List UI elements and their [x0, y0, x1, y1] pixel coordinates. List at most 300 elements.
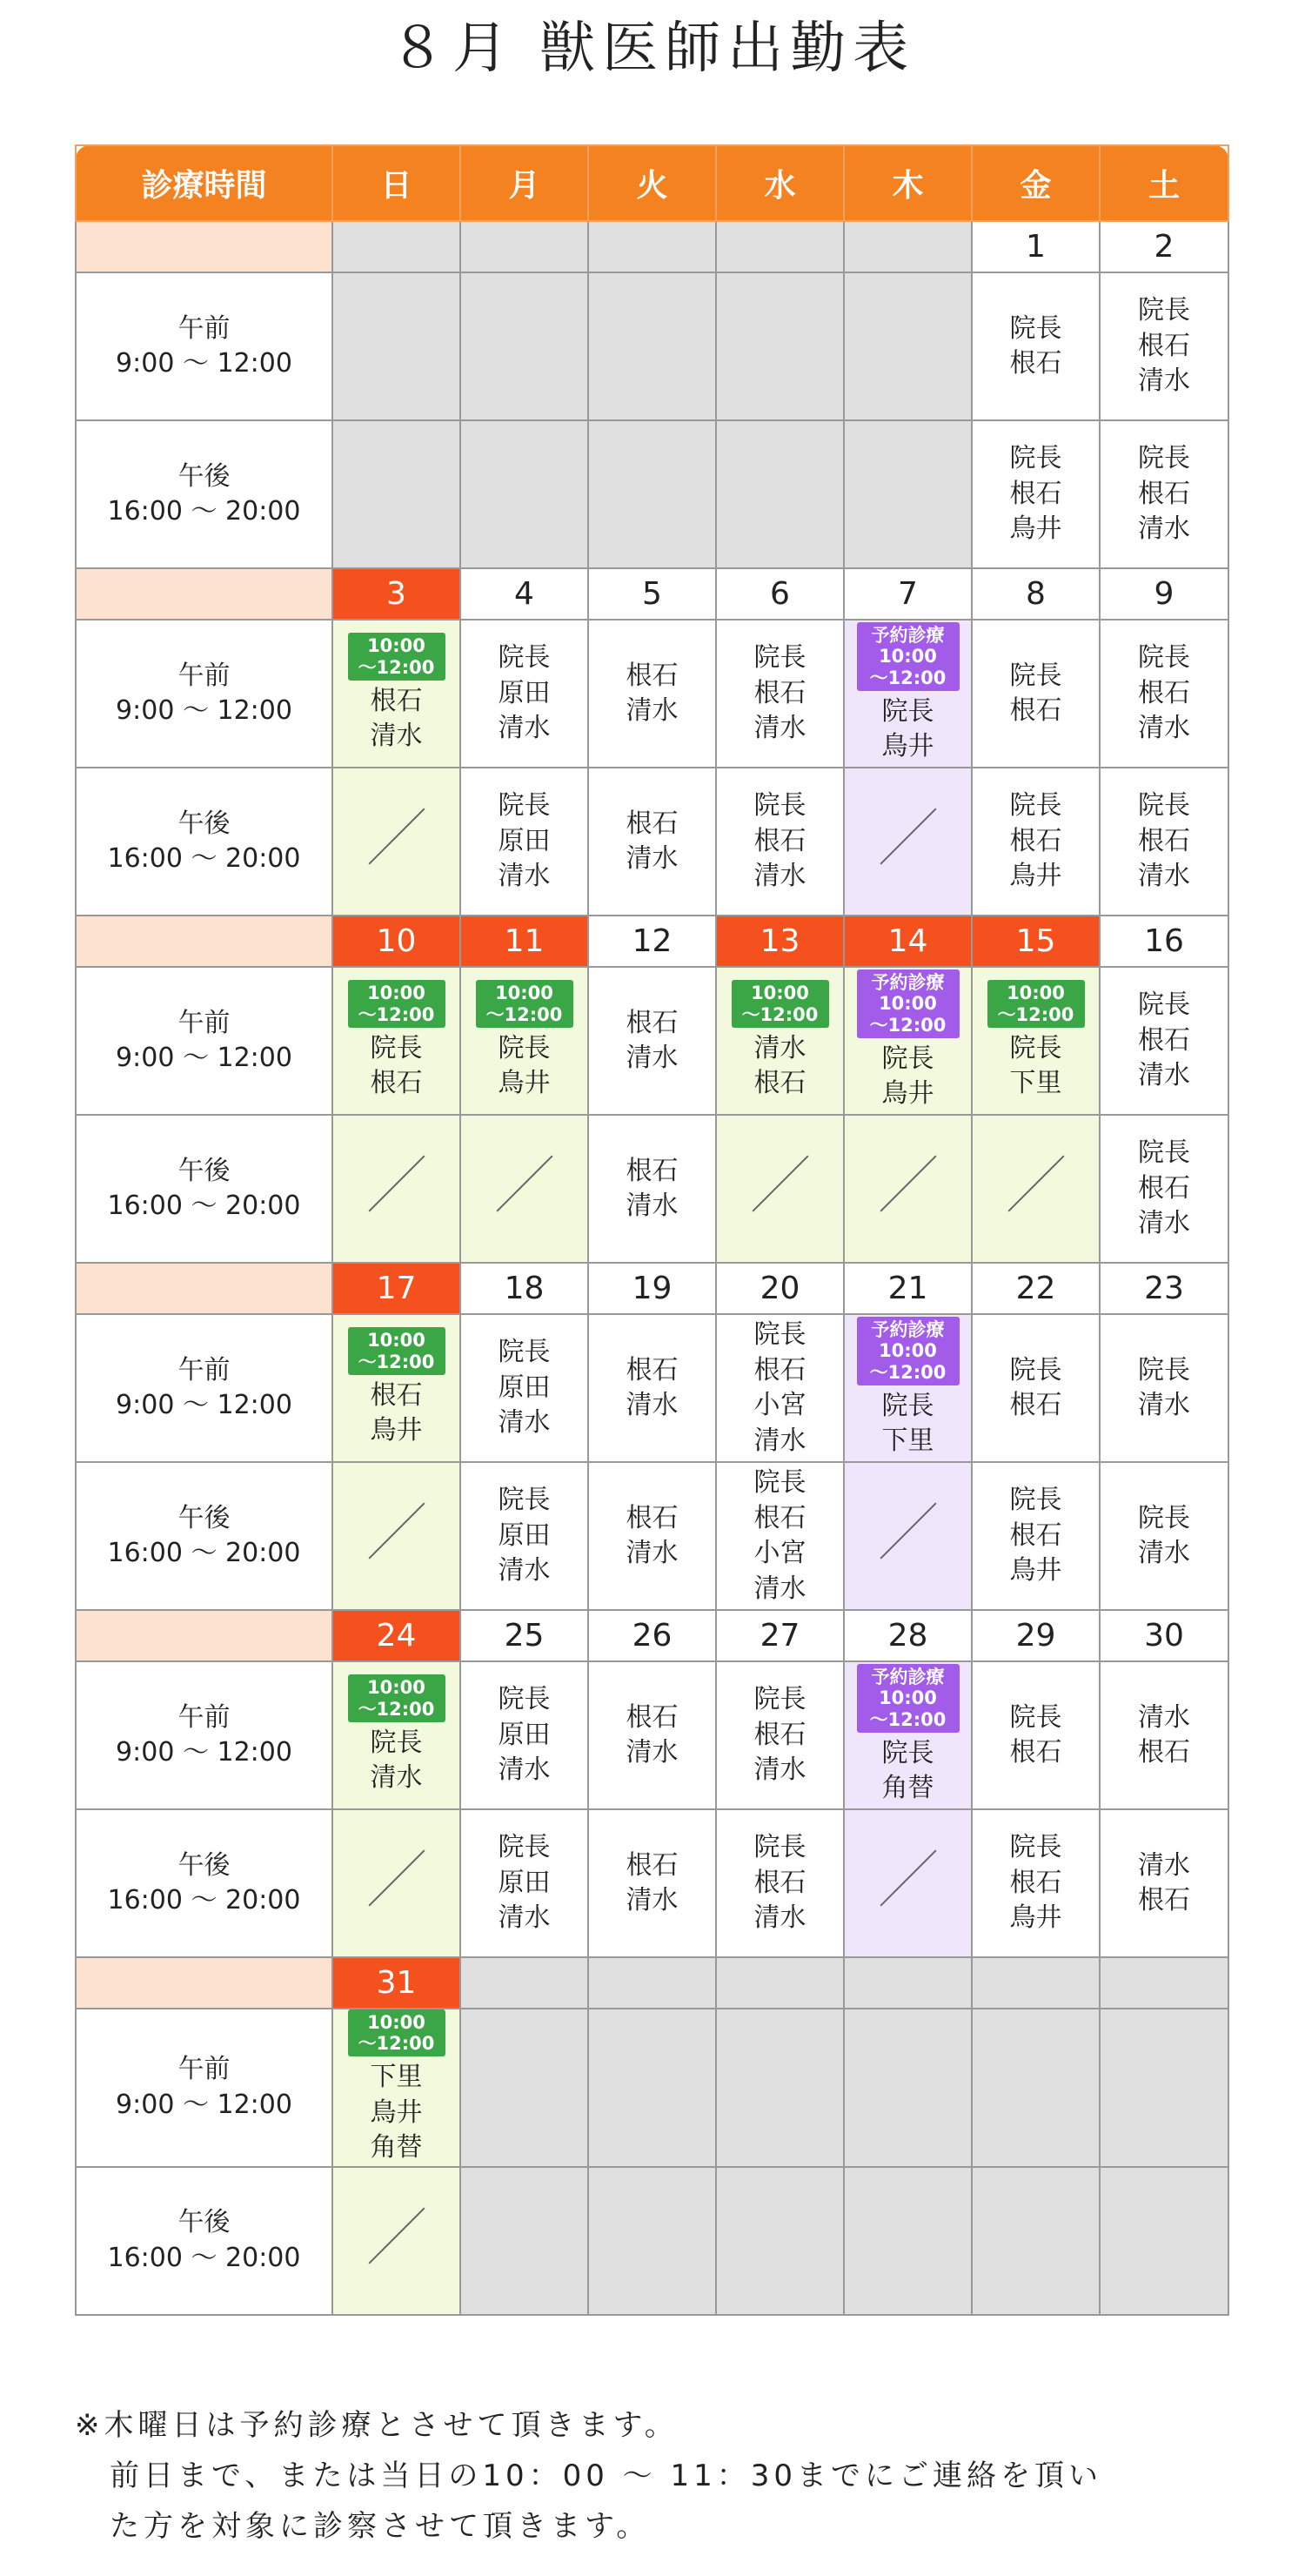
- doctor-list: [717, 788, 843, 895]
- doctor-name: 清水: [626, 695, 679, 726]
- doctor-name: 院長: [1138, 790, 1190, 822]
- doctor-name: 鳥井: [1009, 1555, 1062, 1587]
- badge-line: 予約診療: [871, 1319, 945, 1341]
- slot-name: 午前: [177, 1354, 231, 1385]
- slot-time: 9:00 ～ 12:00: [116, 695, 292, 726]
- morning-row: [76, 620, 1228, 768]
- badge-line: 10:00: [367, 1330, 425, 1352]
- doctor-name: 根石: [1138, 1172, 1190, 1204]
- doctor-name: 清水: [498, 713, 551, 744]
- schedule-table: [75, 144, 1229, 2316]
- schedule-cell: [972, 620, 1100, 768]
- closed-slash-icon: [878, 1153, 939, 1214]
- doctor-name: 院長: [1138, 443, 1190, 474]
- schedule-cell: [332, 1115, 460, 1263]
- schedule-cell: [460, 1462, 588, 1610]
- date-row-corner: [76, 221, 332, 272]
- schedule-cell: [460, 620, 588, 768]
- morning-row: [76, 2009, 1228, 2167]
- badge-line: 10:00: [879, 1340, 937, 1362]
- date-row-corner: [76, 568, 332, 620]
- doctor-list: [717, 1682, 843, 1788]
- badge-line: ～12:00: [741, 1003, 819, 1025]
- schedule-cell: [844, 1809, 972, 1957]
- date-cell: 3: [332, 568, 460, 620]
- doctor-name: 原田: [498, 1867, 551, 1898]
- doctor-name: 清水: [1138, 366, 1190, 397]
- badge-line: 10:00: [751, 983, 809, 1004]
- header-tue: 火: [588, 145, 716, 221]
- doctor-name: 清水: [626, 1737, 679, 1768]
- date-cell: 15: [972, 916, 1100, 967]
- doctor-name: 下里: [881, 1426, 934, 1457]
- closed-slash-icon: [878, 1500, 939, 1561]
- doctor-name: 清水: [753, 1425, 806, 1456]
- doctor-list: [1101, 788, 1228, 895]
- doctor-name: 根石: [1009, 695, 1062, 726]
- date-cell: 8: [972, 568, 1100, 620]
- slot-time: 9:00 ～ 12:00: [116, 2089, 292, 2120]
- doctor-name: 鳥井: [1009, 1902, 1062, 1934]
- doctor-list: [589, 659, 715, 729]
- doctor-list: [589, 1353, 715, 1424]
- doctor-name: 鳥井: [881, 731, 934, 762]
- schedule-cell: [716, 420, 844, 568]
- schedule-cell: [460, 768, 588, 916]
- doctor-list: [1101, 441, 1228, 547]
- doctor-name: 下里: [1009, 1068, 1062, 1099]
- doctor-list: [717, 1318, 843, 1459]
- schedule-cell: [332, 1314, 460, 1462]
- schedule-cell: [844, 1661, 972, 1809]
- closed-slash-icon: [750, 1153, 811, 1214]
- closed-slash-icon: [878, 1848, 939, 1909]
- schedule-cell: [588, 2167, 716, 2315]
- date-cell: 29: [972, 1610, 1100, 1661]
- date-cell: [844, 1957, 972, 2009]
- doctor-name: 根石: [1009, 348, 1062, 379]
- doctor-name: 清水: [753, 713, 806, 744]
- doctor-name: 根石: [1009, 1390, 1062, 1420]
- doctor-list: [973, 788, 1099, 895]
- header-consult-hours: 診療時間: [76, 145, 332, 221]
- doctor-name: 院長: [1009, 660, 1062, 691]
- doctor-name: 院長: [498, 1832, 551, 1863]
- slot-time: 9:00 ～ 12:00: [116, 1737, 292, 1768]
- schedule-cell: [1100, 1115, 1228, 1263]
- morning-label: [76, 2009, 332, 2167]
- doctor-name: 根石: [753, 825, 806, 856]
- doctor-list: [845, 1042, 971, 1112]
- doctor-list: [333, 1031, 459, 1102]
- doctor-name: 院長: [1009, 312, 1062, 344]
- schedule-cell: [1100, 768, 1228, 916]
- slot-time: 16:00 ～ 20:00: [107, 1538, 301, 1568]
- date-row: [76, 1263, 1228, 1314]
- date-cell: 30: [1100, 1610, 1228, 1661]
- schedule-cell: [716, 768, 844, 916]
- doctor-name: 院長: [1009, 1032, 1062, 1063]
- slot-name: 午前: [177, 312, 231, 344]
- doctor-list: [717, 1031, 843, 1102]
- doctor-name: 根石: [370, 1379, 423, 1411]
- doctor-name: 原田: [498, 1519, 551, 1551]
- schedule-cell: [972, 1809, 1100, 1957]
- doctor-name: 院長: [753, 1319, 806, 1350]
- doctor-list: [333, 1379, 459, 1449]
- afternoon-label: [76, 420, 332, 568]
- schedule-cell: [1100, 620, 1228, 768]
- slot-name: 午後: [177, 1155, 231, 1186]
- schedule-cell: [588, 272, 716, 420]
- doctor-name: 根石: [1138, 330, 1190, 361]
- schedule-cell: [972, 1661, 1100, 1809]
- slot-time: 16:00 ～ 20:00: [107, 1885, 301, 1915]
- date-cell: [1100, 1957, 1228, 2009]
- doctor-name: 清水: [1138, 1390, 1190, 1420]
- doctor-name: 根石: [753, 1867, 806, 1898]
- schedule-cell: [588, 967, 716, 1115]
- header-sat: 土: [1100, 145, 1228, 221]
- afternoon-label: [76, 1809, 332, 1957]
- date-row-corner: [76, 916, 332, 967]
- doctor-name: 根石: [626, 1155, 679, 1186]
- doctor-name: 院長: [1138, 1354, 1190, 1385]
- doctor-name: 根石: [626, 1701, 679, 1733]
- schedule-cell: [716, 1314, 844, 1462]
- doctor-name: 清水: [498, 861, 551, 892]
- doctor-name: 根石: [1138, 478, 1190, 509]
- doctor-name: 原田: [498, 1372, 551, 1403]
- doctor-name: 根石: [1138, 825, 1190, 856]
- doctor-name: 原田: [498, 1719, 551, 1750]
- date-cell: 18: [460, 1263, 588, 1314]
- hours-badge: [348, 633, 445, 680]
- schedule-cell: [1100, 1314, 1228, 1462]
- schedule-cell: [1100, 1462, 1228, 1610]
- doctor-list: [461, 1031, 587, 1102]
- doctor-name: 小宮: [753, 1538, 806, 1568]
- schedule-cell: [588, 2009, 716, 2167]
- date-cell: 13: [716, 916, 844, 967]
- schedule-cell: [972, 967, 1100, 1115]
- doctor-name: 院長: [1138, 989, 1190, 1021]
- badge-line: ～12:00: [869, 1361, 947, 1383]
- slot-time: 9:00 ～ 12:00: [116, 1390, 292, 1420]
- doctor-name: 院長: [1138, 1137, 1190, 1169]
- doctor-list: [973, 441, 1099, 547]
- schedule-cell: [844, 272, 972, 420]
- date-cell: 9: [1100, 568, 1228, 620]
- schedule-cell: [1100, 967, 1228, 1115]
- doctor-list: [589, 807, 715, 877]
- badge-line: 10:00: [367, 635, 425, 657]
- doctor-name: 根石: [753, 1354, 806, 1385]
- doctor-name: 根石: [1009, 825, 1062, 856]
- date-cell: [716, 1957, 844, 2009]
- doctor-name: 院長: [1138, 295, 1190, 326]
- doctor-name: 根石: [753, 1068, 806, 1099]
- afternoon-row: [76, 768, 1228, 916]
- doctor-name: 清水: [1138, 1208, 1190, 1239]
- date-cell: [332, 221, 460, 272]
- doctor-name: 院長: [1009, 443, 1062, 474]
- date-cell: 11: [460, 916, 588, 967]
- afternoon-row: [76, 1115, 1228, 1263]
- doctor-name: 清水: [626, 1043, 679, 1073]
- schedule-cell: [972, 1115, 1100, 1263]
- badge-line: 10:00: [879, 1687, 937, 1709]
- schedule-cell: [716, 1661, 844, 1809]
- afternoon-label: [76, 1462, 332, 1610]
- doctor-name: 清水: [753, 861, 806, 892]
- schedule-cell: [844, 967, 972, 1115]
- doctor-list: [589, 1006, 715, 1077]
- doctor-name: 根石: [753, 1719, 806, 1750]
- date-cell: 4: [460, 568, 588, 620]
- date-cell: 10: [332, 916, 460, 967]
- afternoon-label: [76, 768, 332, 916]
- doctor-list: [973, 1830, 1099, 1936]
- date-row: [76, 1610, 1228, 1661]
- date-cell: 23: [1100, 1263, 1228, 1314]
- date-cell: 19: [588, 1263, 716, 1314]
- doctor-name: 院長: [498, 1684, 551, 1715]
- schedule-cell: [588, 1314, 716, 1462]
- doctor-name: 根石: [626, 1354, 679, 1385]
- closed-slash-icon: [878, 806, 939, 867]
- afternoon-row: [76, 420, 1228, 568]
- doctor-list: [973, 1353, 1099, 1424]
- closed-slash-icon: [366, 2205, 427, 2266]
- date-cell: 2: [1100, 221, 1228, 272]
- header-sun: 日: [332, 145, 460, 221]
- badge-line: 10:00: [879, 993, 937, 1015]
- doctor-name: 清水: [498, 1407, 551, 1439]
- schedule-cell: [332, 272, 460, 420]
- doctor-list: [461, 1483, 587, 1589]
- date-row: [76, 916, 1228, 967]
- doctor-name: 院長: [498, 790, 551, 822]
- doctor-name: 清水: [370, 1762, 423, 1794]
- doctor-list: [461, 641, 587, 747]
- doctor-name: 根石: [626, 1502, 679, 1533]
- schedule-cell: [460, 1115, 588, 1263]
- doctor-name: 根石: [370, 1068, 423, 1099]
- date-cell: [716, 221, 844, 272]
- date-row: [76, 1957, 1228, 2009]
- schedule-cell: [460, 2009, 588, 2167]
- badge-line: ～12:00: [869, 1708, 947, 1730]
- slot-name: 午前: [177, 1701, 231, 1733]
- reservation-badge: [857, 1317, 960, 1385]
- schedule-cell: [1100, 272, 1228, 420]
- schedule-cell: [332, 1809, 460, 1957]
- header-fri: 金: [972, 145, 1100, 221]
- doctor-name: 角替: [370, 2132, 423, 2163]
- schedule-cell: [716, 967, 844, 1115]
- doctor-name: 鳥井: [370, 2096, 423, 2128]
- schedule-cell: [972, 1314, 1100, 1462]
- doctor-name: 根石: [1009, 478, 1062, 509]
- schedule-cell: [1100, 1661, 1228, 1809]
- header-mon: 月: [460, 145, 588, 221]
- date-cell: 28: [844, 1610, 972, 1661]
- doctor-name: 院長: [370, 1727, 423, 1758]
- doctor-list: [973, 1031, 1099, 1102]
- afternoon-label: [76, 2167, 332, 2315]
- schedule-cell: [588, 1661, 716, 1809]
- header-wed: 水: [716, 145, 844, 221]
- schedule-cell: [332, 420, 460, 568]
- doctor-name: 院長: [1009, 1832, 1062, 1863]
- schedule-cell: [716, 1115, 844, 1263]
- date-cell: [844, 221, 972, 272]
- page-title: ８月 獣医師出勤表: [389, 17, 916, 81]
- date-cell: 1: [972, 221, 1100, 272]
- date-row-corner: [76, 1263, 332, 1314]
- hours-badge: [348, 2009, 445, 2056]
- badge-line: ～12:00: [358, 1351, 435, 1372]
- schedule-cell: [716, 272, 844, 420]
- date-cell: 7: [844, 568, 972, 620]
- doctor-list: [845, 1389, 971, 1459]
- doctor-name: 清水: [626, 1390, 679, 1420]
- doctor-name: 清水: [753, 1573, 806, 1604]
- date-cell: 6: [716, 568, 844, 620]
- schedule-cell: [844, 1115, 972, 1263]
- doctor-name: 院長: [753, 790, 806, 822]
- date-cell: 17: [332, 1263, 460, 1314]
- doctor-name: 根石: [626, 1849, 679, 1881]
- doctor-name: 清水: [1138, 1060, 1190, 1091]
- morning-row: [76, 1661, 1228, 1809]
- doctor-name: 清水: [498, 1555, 551, 1587]
- hours-badge: [348, 1674, 445, 1721]
- doctor-name: 院長: [881, 1390, 934, 1421]
- doctor-name: 清水: [1138, 513, 1190, 545]
- date-cell: [972, 1957, 1100, 2009]
- doctor-list: [1101, 293, 1228, 399]
- doctor-list: [1101, 1353, 1228, 1424]
- doctor-name: 角替: [881, 1773, 934, 1804]
- doctor-name: 清水: [626, 1538, 679, 1568]
- schedule-cell: [332, 2167, 460, 2315]
- schedule-cell: [588, 420, 716, 568]
- closed-slash-icon: [366, 1153, 427, 1214]
- schedule-cell: [332, 620, 460, 768]
- schedule-cell: [972, 2167, 1100, 2315]
- date-cell: 24: [332, 1610, 460, 1661]
- date-cell: 27: [716, 1610, 844, 1661]
- doctor-name: 清水: [1138, 1849, 1190, 1881]
- schedule-cell: [844, 768, 972, 916]
- closed-slash-icon: [366, 806, 427, 867]
- doctor-list: [1101, 1136, 1228, 1242]
- doctor-name: 小宮: [753, 1390, 806, 1420]
- slot-name: 午後: [177, 2207, 231, 2238]
- date-cell: 26: [588, 1610, 716, 1661]
- badge-line: 10:00: [367, 1677, 425, 1699]
- slot-time: 16:00 ～ 20:00: [107, 843, 301, 874]
- schedule-cell: [460, 967, 588, 1115]
- schedule-cell: [332, 2009, 460, 2167]
- doctor-name: 院長: [1009, 1701, 1062, 1733]
- doctor-name: 院長: [753, 1832, 806, 1863]
- schedule-cell: [844, 2167, 972, 2315]
- schedule-cell: [460, 272, 588, 420]
- doctor-name: 清水: [626, 1191, 679, 1221]
- doctor-name: 清水: [370, 721, 423, 752]
- afternoon-row: [76, 1809, 1228, 1957]
- afternoon-label: [76, 1115, 332, 1263]
- schedule-cell: [716, 1462, 844, 1610]
- doctor-name: 根石: [1009, 1519, 1062, 1551]
- doctor-list: [1101, 1501, 1228, 1572]
- doctor-list: [589, 1848, 715, 1919]
- badge-line: ～12:00: [358, 656, 435, 678]
- doctor-name: 根石: [626, 808, 679, 839]
- hours-badge: [348, 1327, 445, 1374]
- doctor-name: 鳥井: [881, 1078, 934, 1110]
- schedule-cell: [588, 1809, 716, 1957]
- schedule-cell: [332, 768, 460, 916]
- date-row-corner: [76, 1610, 332, 1661]
- schedule-body: [76, 221, 1228, 2315]
- date-row: [76, 221, 1228, 272]
- date-cell: [460, 221, 588, 272]
- doctor-name: 院長: [498, 642, 551, 674]
- morning-row: [76, 272, 1228, 420]
- slot-name: 午前: [177, 2054, 231, 2085]
- doctor-name: 根石: [1009, 1867, 1062, 1898]
- closed-slash-icon: [366, 1500, 427, 1561]
- doctor-name: 院長: [1138, 642, 1190, 674]
- badge-line: 予約診療: [871, 625, 945, 647]
- schedule-cell: [716, 2167, 844, 2315]
- schedule-cell: [460, 1809, 588, 1957]
- doctor-name: 鳥井: [498, 1068, 551, 1099]
- doctor-list: [1101, 1848, 1228, 1919]
- date-row: [76, 568, 1228, 620]
- badge-line: 10:00: [367, 983, 425, 1004]
- header-thu: 木: [844, 145, 972, 221]
- schedule-cell: [972, 2009, 1100, 2167]
- doctor-name: 院長: [881, 1043, 934, 1074]
- doctor-list: [973, 1701, 1099, 1771]
- badge-line: 10:00: [367, 2012, 425, 2033]
- schedule-cell: [588, 1462, 716, 1610]
- header-row: [76, 145, 1228, 221]
- schedule-cell: [972, 1462, 1100, 1610]
- doctor-name: 院長: [1009, 1485, 1062, 1516]
- badge-line: ～12:00: [869, 667, 947, 688]
- schedule-cell: [460, 2167, 588, 2315]
- slot-name: 午後: [177, 1502, 231, 1533]
- note-line-1: ※木曜日は予約診療とさせて頂きます。: [75, 2408, 679, 2443]
- doctor-name: 院長: [498, 1337, 551, 1368]
- badge-line: ～12:00: [358, 1003, 435, 1025]
- schedule-cell: [716, 620, 844, 768]
- doctor-name: 院長: [881, 695, 934, 727]
- afternoon-row: [76, 2167, 1228, 2315]
- badge-line: 10:00: [1007, 983, 1065, 1004]
- doctor-name: 清水: [626, 843, 679, 874]
- doctor-list: [333, 1726, 459, 1796]
- doctor-name: 根石: [753, 677, 806, 708]
- doctor-list: [845, 1736, 971, 1807]
- schedule-cell: [588, 620, 716, 768]
